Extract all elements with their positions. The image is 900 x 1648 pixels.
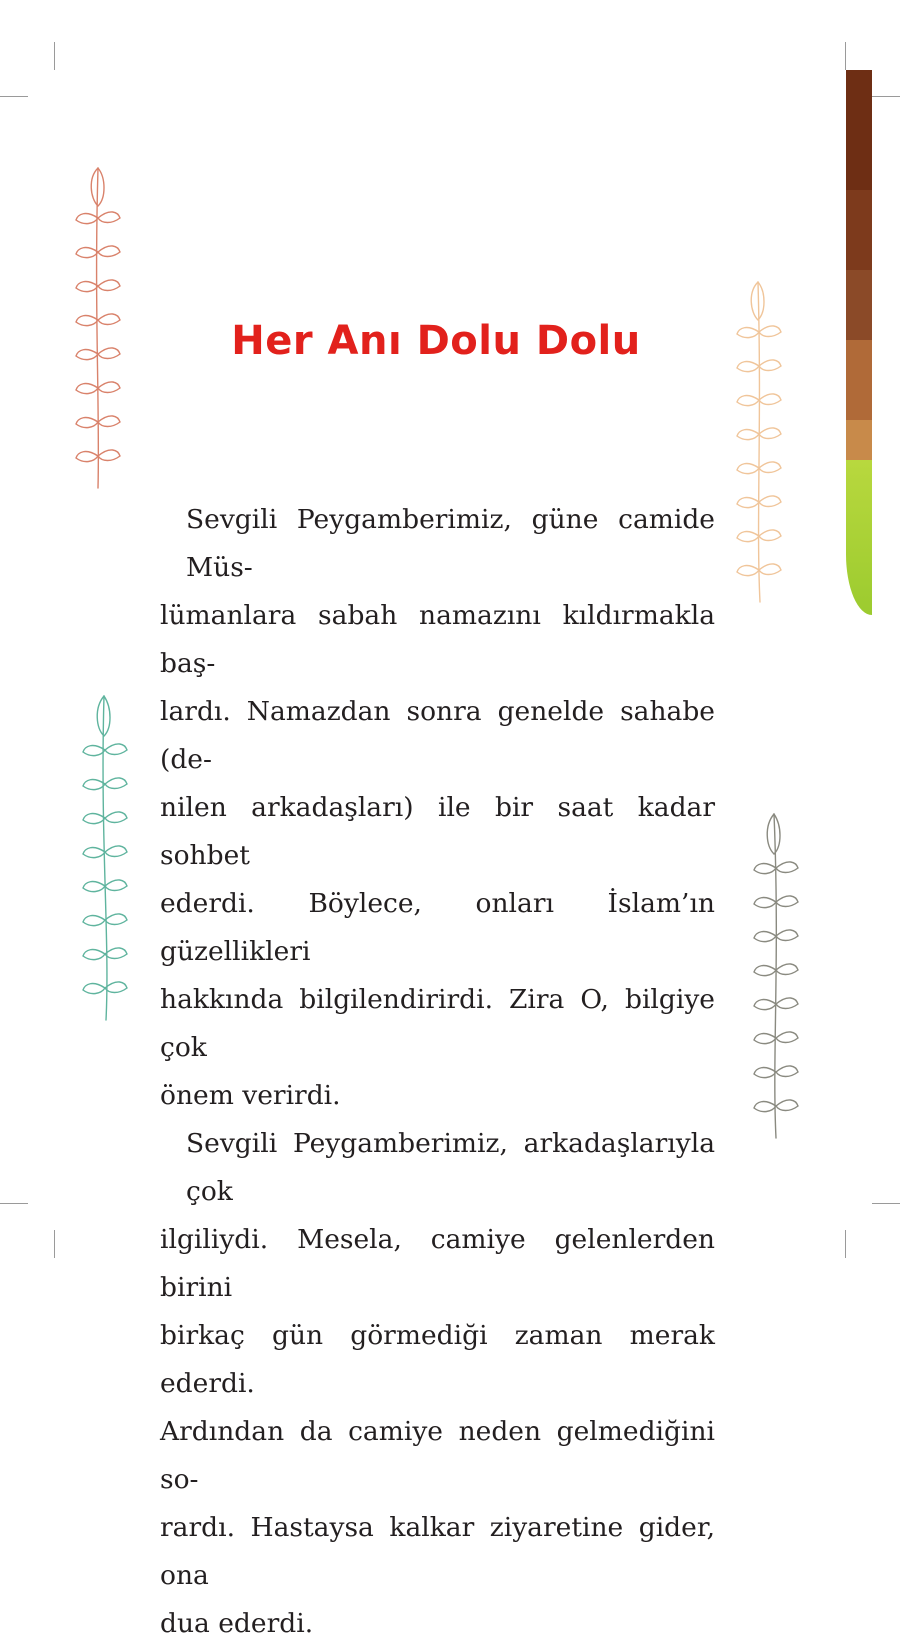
text-line: ederdi. Böylece, onları İslam’ın güzellikleri bbox=[160, 888, 715, 967]
text-line: Sevgili Peygamberimiz, güne camide Müs- bbox=[186, 504, 715, 583]
crop-mark bbox=[0, 1203, 28, 1204]
paragraph bbox=[160, 496, 715, 1120]
text-line: lümanlara sabah namazını kıldırmakla baş- bbox=[160, 600, 715, 679]
text-line: lardı. Namazdan sonra genelde sahabe (de- bbox=[160, 696, 715, 775]
crop-mark bbox=[54, 42, 55, 70]
text-line: önem verirdi. bbox=[160, 1080, 341, 1111]
body-text bbox=[160, 496, 715, 1648]
leaf-branch-icon bbox=[70, 158, 130, 490]
text-line: rardı. Hastaysa kalkar ziyaretine gider, ona bbox=[160, 1512, 715, 1591]
crop-mark bbox=[872, 1203, 900, 1204]
leaf-branch-icon bbox=[730, 272, 790, 604]
text-line: Sevgili Peygamberimiz, arkadaşlarıyla çok bbox=[186, 1128, 715, 1207]
crop-mark bbox=[0, 96, 28, 97]
text-line: hakkında bilgilendirirdi. Zira O, bilgiye çok bbox=[160, 984, 715, 1063]
text-line: dua ederdi. bbox=[160, 1608, 314, 1639]
crop-mark bbox=[54, 1230, 55, 1258]
text-line: birkaç gün görmediği zaman merak ederdi. bbox=[160, 1320, 715, 1399]
text-line: Ardından da camiye neden gelmediğini so- bbox=[160, 1416, 715, 1495]
color-tab-strip bbox=[846, 70, 872, 615]
paragraph bbox=[160, 1120, 715, 1648]
text-line: nilen arkadaşları) ile bir saat kadar sohbet bbox=[160, 792, 715, 871]
text-line: ilgiliydi. Mesela, camiye gelenlerden birini bbox=[160, 1224, 715, 1303]
crop-mark bbox=[845, 42, 846, 70]
leaf-branch-icon bbox=[78, 690, 138, 1022]
crop-mark bbox=[845, 1230, 846, 1258]
page-title: Her Anı Dolu Dolu bbox=[231, 318, 641, 364]
leaf-branch-icon bbox=[748, 808, 808, 1140]
crop-mark bbox=[872, 96, 900, 97]
